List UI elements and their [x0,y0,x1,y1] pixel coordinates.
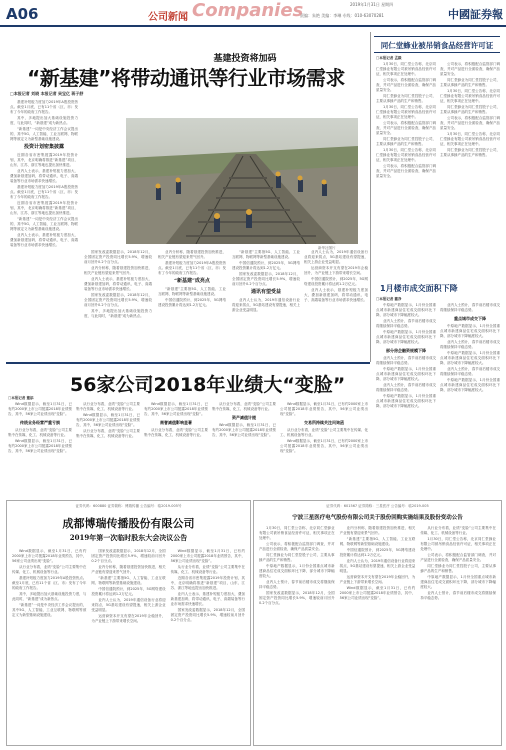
property-story-col-2: 业内人士预计，春节前后楼市成交将继续保持平稳态势。 重点城市成交下降 中原地产数据显示，1月份全国重点城市新建商品住宅成交面积环比下降，部分城市下降幅度较大。 业内人士预计，春节前后楼市成交将继续保持平稳态势。 中原地产数据显示，1月份全国重点城市新建商品住宅成交面积环比下降，部分城市下降幅度较大。 业内人士预计，春节前后楼市成交将继续保持平稳态势。 中原地产数据显示，1月份全国重点城市新建商品住宅成交面积环比下降，部分城市下降幅度较大。 [440,303,500,392]
photo-caption: 新华社图片 [318,246,336,250]
editor-line: 责编：朱艳 美编：李琳 专线：010-63070281 [300,13,384,18]
subhead-telecom: 通讯有望受益 [250,289,281,295]
page-number: A06 [6,5,39,23]
bottom-col-5: Wind数据显示，截至1月31日，已有约2000家上市公司披露2018年业绩预告，其中，56家公司业绩出现“变脸”。 交易所持续关注问询函 从行业分布看，业绩“变脸”公司主要集中在传媒、化工、机械设备等行业。 Wind数据显示，截至1月31日，已有约2000家上市公司披露2018年业绩预告，其中，56家公司业绩出现“变脸”。 [280,402,368,453]
subhead-new-infrastructure: “新基建”成亮点 [174,278,210,284]
right-story-title-rule [374,52,500,53]
right-story-byline: □本报记者 孟燚 [376,56,402,60]
lead-column-1: 基建补短板力度加力2019年A股投资热点。截至1月底，已有11个省（区、市）发布了今年的政府工作报告。 其中，多地提出加大基础设施投资力度，与此同时，“新基建”成为新热点。 “新基建”一词是中央经济工作会议提出的，其中5G、人工智能、工业互联网、物联网等被定义为新型基础设施建设。 投资计划密集披露 近期各省市密集披露2019年投资计划，其中，北京明确将推进“新基建”项目，山东、江苏、浙江等地也提出加快推进。 业内人士表示，基建补短板力度加大，叠加新基建加码，将带动通讯、电子、高端装备等行业市场需求快速增长。 基建补短板力度加力2019年A股投资热点。截至1月底，已有11个省（区、市）发布了今年的政府工作报告。 近期各省市密集披露2019年投资计划，其中，北京明确将推进“新基建”项目，山东、江苏、浙江等地也提出加快推进。 “新基建”一词是中央经济工作会议提出的，其中5G、人工智能、工业互联网、物联网等被定义为新型基础设施建设。 业内人士表示，基建补短板力度加大，叠加新基建加码，将带动通讯、电子、高端装备等行业市场需求快速增长。 [10,100,78,247]
notice-ad-boruichuanbo [6,500,251,746]
lead-subtitle: 基建投资将加码 [213,54,277,64]
notice-ad-sanxing-medical [253,500,502,746]
left-ad-title: 成都博瑞传播股份有限公司 [62,517,195,530]
property-story-byline: □本报记者 戴净 [376,297,402,301]
lead-column-3: 业内分析称，随着基建投资加快推进，相关产业链有望迎来景气回升。 基建补短板力度加力2019年A股投资热点。截至1月底，已有11个省（区、市）发布了今年的政府工作报告。 “新基建”成亮点 “新基建”主要指5G、人工智能、工业互联网、物联网等新型基础设施建设。 中国信通院预计，到2025年，5G网络建设投资累计将达到1.2万亿元。 [158,250,226,307]
subhead-goodwill: 商誉减值影响显著 [160,420,192,425]
bottom-col-3: Wind数据显示，截至1月31日，已有约2000家上市公司披露2018年业绩预告，其中，56家公司业绩出现“变脸”。 商誉减值影响显著 从行业分布看，业绩“变脸”公司主要集中在传媒、化工、机械设备等行业。 [144,402,208,437]
lead-title: “新基建”将带动通讯等行业市场需求 [27,66,345,90]
bottom-story-rule [6,362,370,364]
property-story-col-1: 中原地产数据显示，1月份全国重点城市新建商品住宅成交面积环比下降，部分城市下降幅度较大。 业内人士预计，春节前后楼市成交将继续保持平稳态势。 中原地产数据显示，1月份全国重点城市新建商品住宅成交面积环比下降，部分城市下降幅度较大。 部分房企融资规模下降 业内人士预计，春节前后楼市成交将继续保持平稳态势。 中原地产数据显示，1月份全国重点城市新建商品住宅成交面积环比下降，部分城市下降幅度较大。 业内人士预计，春节前后楼市成交将继续保持平稳态势。 中原地产数据显示，1月份全国重点城市新建商品住宅成交面积环比下降，部分城市下降幅度较大。 [376,303,436,408]
photo-illustration [126,118,358,244]
date-line: 2019年1月31日 星期四 [350,2,394,7]
lead-column-4: “新基建”主要指5G、人工智能、工业互联网、物联网等新型基础设施建设。 中国信通院预计，到2025年，5G网络建设投资累计将达到1.2万亿元。 国家发改委数据显示，2018年12月，全国固定资产投资同比增长5.9%，增速较前月回升0.2个百分点。 通讯有望受益 业内人士认为，2019年通信设备行业将迎来拐点，5G基站建设有望提速，相关上游企业受益明显。 [232,250,300,312]
bottom-col-4: 从行业分布看，业绩“变脸”公司主要集中在传媒、化工、机械设备等行业。 资产减值计提 Wind数据显示，截至1月31日，已有约2000家上市公司披露2018年业绩预告，其中，56家公司业绩出现“变脸”。 [212,402,276,437]
left-ad-meta: 证券代码：600880 证券简称：博瑞传播 公告编号：临2019-005号 [75,504,182,508]
section-title: 公司新闻 [148,12,188,23]
bottom-story-title: 56家公司2018年业绩大“变脸” [70,374,346,396]
lead-byline: □本报记者 刘晓 本报记者 吴宝亿 蒋子舒 [10,91,84,96]
column-divider [370,32,371,362]
subhead-city-volume: 重点城市成交下降 [454,316,486,321]
property-story-title: 1月楼市成交面积下降 [380,284,458,293]
bottom-story-byline: □本报记者 董添 [8,396,34,400]
right-ad-meta: 证券代码：601567 证券简称：三星医疗 公告编号：临2019-005 [326,504,429,508]
right-story-top-rule [374,36,500,37]
header-rule [0,25,506,27]
bottom-col-2: 从行业分布看，业绩“变脸”公司主要集中在传媒、化工、机械设备等行业。 Wind数据显示，截至1月31日，已有约2000家上市公司披露2018年业绩预告，其中，56家公司业绩出现“变脸”。 从行业分布看，业绩“变脸”公司主要集中在传媒、化工、机械设备等行业。 [76,402,140,438]
subhead-exchange-inquiry: 交易所持续关注问询函 [304,420,344,425]
left-ad-body: Wind数据显示，截至1月31日，已有约2000家上市公司披露2018年业绩预告，其中，56家公司业绩出现“变脸”。 从行业分布看，业绩“变脸”公司主要集中在传媒、化工、机械设备等行业。 基建补短板力度加力2019年A股投资热点。截至1月底，已有11个省（区、市）发布了今年的政府工作报告。 其中，多地提出加大基础设施投资力度，与此同时，“新基建”成为新热点。 “新基建”一词是中央经济工作会议提出的，其中5G、人工智能、工业互联网、物联网等被定义为新型基础设施建设。 国家发改委数据显示，2018年12月，全国固定资产投资同比增长5.9%，增速较前月回升0.2个百分点。 业内分析称，随着基建投资加快推进，相关产业链有望迎来景气回升。 “新基建”主要指5G、人工智能、工业互联网、物联网等新型基础设施建设。 中国信通院预计，到2025年，5G网络建设投资累计将达到1.2万亿元。 业内人士认为，2019年通信设备行业将迎来拐点，5G基站建设有望提速，相关上游企业受益明显。 运营商资本开支有望在2019年企稳回升，为产业链上下游带来增长空间。 Wind数据显示，截至1月31日，已有约2000家上市公司披露2018年业绩预告，其中，56家公司业绩出现“变脸”。 从行业分布看，业绩“变脸”公司主要集中在传媒、化工、机械设备等行业。 近期各省市密集披露2019年投资计划，其中，北京明确将推进“新基建”项目，山东、江苏、浙江等地也提出加快推进。 业内人士表示，基建补短板力度加大，叠加新基建加码，将带动通讯、电子、高端装备等行业市场需求快速增长。 国家发改委数据显示，2018年12月，全国固定资产投资同比增长5.9%，增速较前月回升0.2个百分点。 [12,549,245,623]
right-story-title: 同仁堂蜂业被吊销食品经营许可证 [380,41,494,50]
right-story-col-2: 公司表示，将积极配合监管部门调查，并对产品进行全面检查，确保产品质量安全。 同仁堂蜂业为同仁堂控股子公司，主要从事蜂产品的生产和销售。 1月30日，同仁堂公告称，北京同仁堂蜂业有限公司被吊销食品经营许可证，相关事项正在处理中。 同仁堂蜂业为同仁堂控股子公司，主要从事蜂产品的生产和销售。 公司表示，将积极配合监管部门调查，并对产品进行全面检查，确保产品质量安全。 1月30日，同仁堂公告称，北京同仁堂蜂业有限公司被吊销食品经营许可证，相关事项正在处理中。 同仁堂蜂业为同仁堂控股子公司，主要从事蜂产品的生产和销售。 [440,62,500,157]
right-story-col-1: 1月30日，同仁堂公告称，北京同仁堂蜂业有限公司被吊销食品经营许可证，相关事项正在处理中。 公司表示，将积极配合监管部门调查，并对产品进行全面检查，确保产品质量安全。 同仁堂蜂业为同仁堂控股子公司，主要从事蜂产品的生产和销售。 1月30日，同仁堂公告称，北京同仁堂蜂业有限公司被吊销食品经营许可证，相关事项正在处理中。 公司表示，将积极配合监管部门调查，并对产品进行全面检查，确保产品质量安全。 同仁堂蜂业为同仁堂控股子公司，主要从事蜂产品的生产和销售。 1月30日，同仁堂公告称，北京同仁堂蜂业有限公司被吊销食品经营许可证，相关事项正在处理中。 公司表示，将积极配合监管部门调查，并对产品进行全面检查，确保产品质量安全。 [376,62,436,178]
left-ad-subtitle: 2019年第一次临时股东大会决议公告 [69,533,188,542]
subhead-investment-plan: 投资计划密集披露 [23,144,64,150]
right-ad-title: 宁波三星医疗电气股份有限公司关于股份回购实施结果及股份变动公告 [292,515,463,521]
right-ad-body: 1月30日，同仁堂公告称，北京同仁堂蜂业有限公司被吊销食品经营许可证，相关事项正在处理中。 公司表示，将积极配合监管部门调查，并对产品进行全面检查，确保产品质量安全。 同仁堂蜂业为同仁堂控股子公司，主要从事蜂产品的生产和销售。 中原地产数据显示，1月份全国重点城市新建商品住宅成交面积环比下降，部分城市下降幅度较大。 业内人士预计，春节前后楼市成交将继续保持平稳态势。 国家发改委数据显示，2018年12月，全国固定资产投资同比增长5.9%，增速较前月回升0.2个百分点。 业内分析称，随着基建投资加快推进，相关产业链有望迎来景气回升。 “新基建”主要指5G、人工智能、工业互联网、物联网等新型基础设施建设。 中国信通院预计，到2025年，5G网络建设投资累计将达到1.2万亿元。 业内人士认为，2019年通信设备行业将迎来拐点，5G基站建设有望提速，相关上游企业受益明显。 运营商资本开支有望在2019年企稳回升，为产业链上下游带来增长空间。 Wind数据显示，截至1月31日，已有约2000家上市公司披露2018年业绩预告，其中，56家公司业绩出现“变脸”。 从行业分布看，业绩“变脸”公司主要集中在传媒、化工、机械设备等行业。 1月30日，同仁堂公告称，北京同仁堂蜂业有限公司被吊销食品经营许可证，相关事项正在处理中。 公司表示，将积极配合监管部门调查，并对产品进行全面检查，确保产品质量安全。 同仁堂蜂业为同仁堂控股子公司，主要从事蜂产品的生产和销售。 中原地产数据显示，1月份全国重点城市新建商品住宅成交面积环比下降，部分城市下降幅度较大。 业内人士预计，春节前后楼市成交将继续保持平稳态势。 [259,526,496,605]
masthead-logo: 中國証券報 [448,8,503,21]
section-english-watermark: Companies [192,0,304,21]
railway-construction-photo [126,118,358,244]
lead-column-5: 业内人士认为，2019年通信设备行业将迎来拐点，5G基站建设有望提速，相关上游企业受益明显。 运营商资本开支有望在2019年企稳回升，为产业链上下游带来增长空间。 中国信通院预计，到2025年，5G网络建设投资累计将达到1.2万亿元。 业内人士表示，基建补短板力度加大，叠加新基建加码，将带动通讯、电子、高端装备等行业市场需求快速增长。 [304,250,368,302]
lead-column-2: 国家发改委数据显示，2018年12月，全国固定资产投资同比增长5.9%，增速较前月回升0.2个百分点。 业内分析称，随着基建投资加快推进，相关产业链有望迎来景气回升。 业内人士表示，基建补短板力度加大，叠加新基建加码，将带动通讯、电子、高端装备等行业市场需求快速增长。 国家发改委数据显示，2018年12月，全国固定资产投资同比增长5.9%，增速较前月回升0.2个百分点。 其中，多地提出加大基础设施投资力度，与此同时，“新基建”成为新热点。 [84,250,152,318]
bottom-col-1: Wind数据显示，截至1月31日，已有约2000家上市公司披露2018年业绩预告，其中，56家公司业绩出现“变脸”。 传统业务经营严重亏损 从行业分布看，业绩“变脸”公司主要集中在传媒、化工、机械设备等行业。 Wind数据显示，截至1月31日，已有约2000家上市公司披露2018年业绩预告，其中，56家公司业绩出现“变脸”。 [8,402,72,453]
subhead-traditional-loss: 传统业务经营严重亏损 [20,420,60,425]
subhead-impairment: 资产减值计提 [232,415,256,420]
subhead-financing: 部分房企融资规模下降 [386,348,426,353]
